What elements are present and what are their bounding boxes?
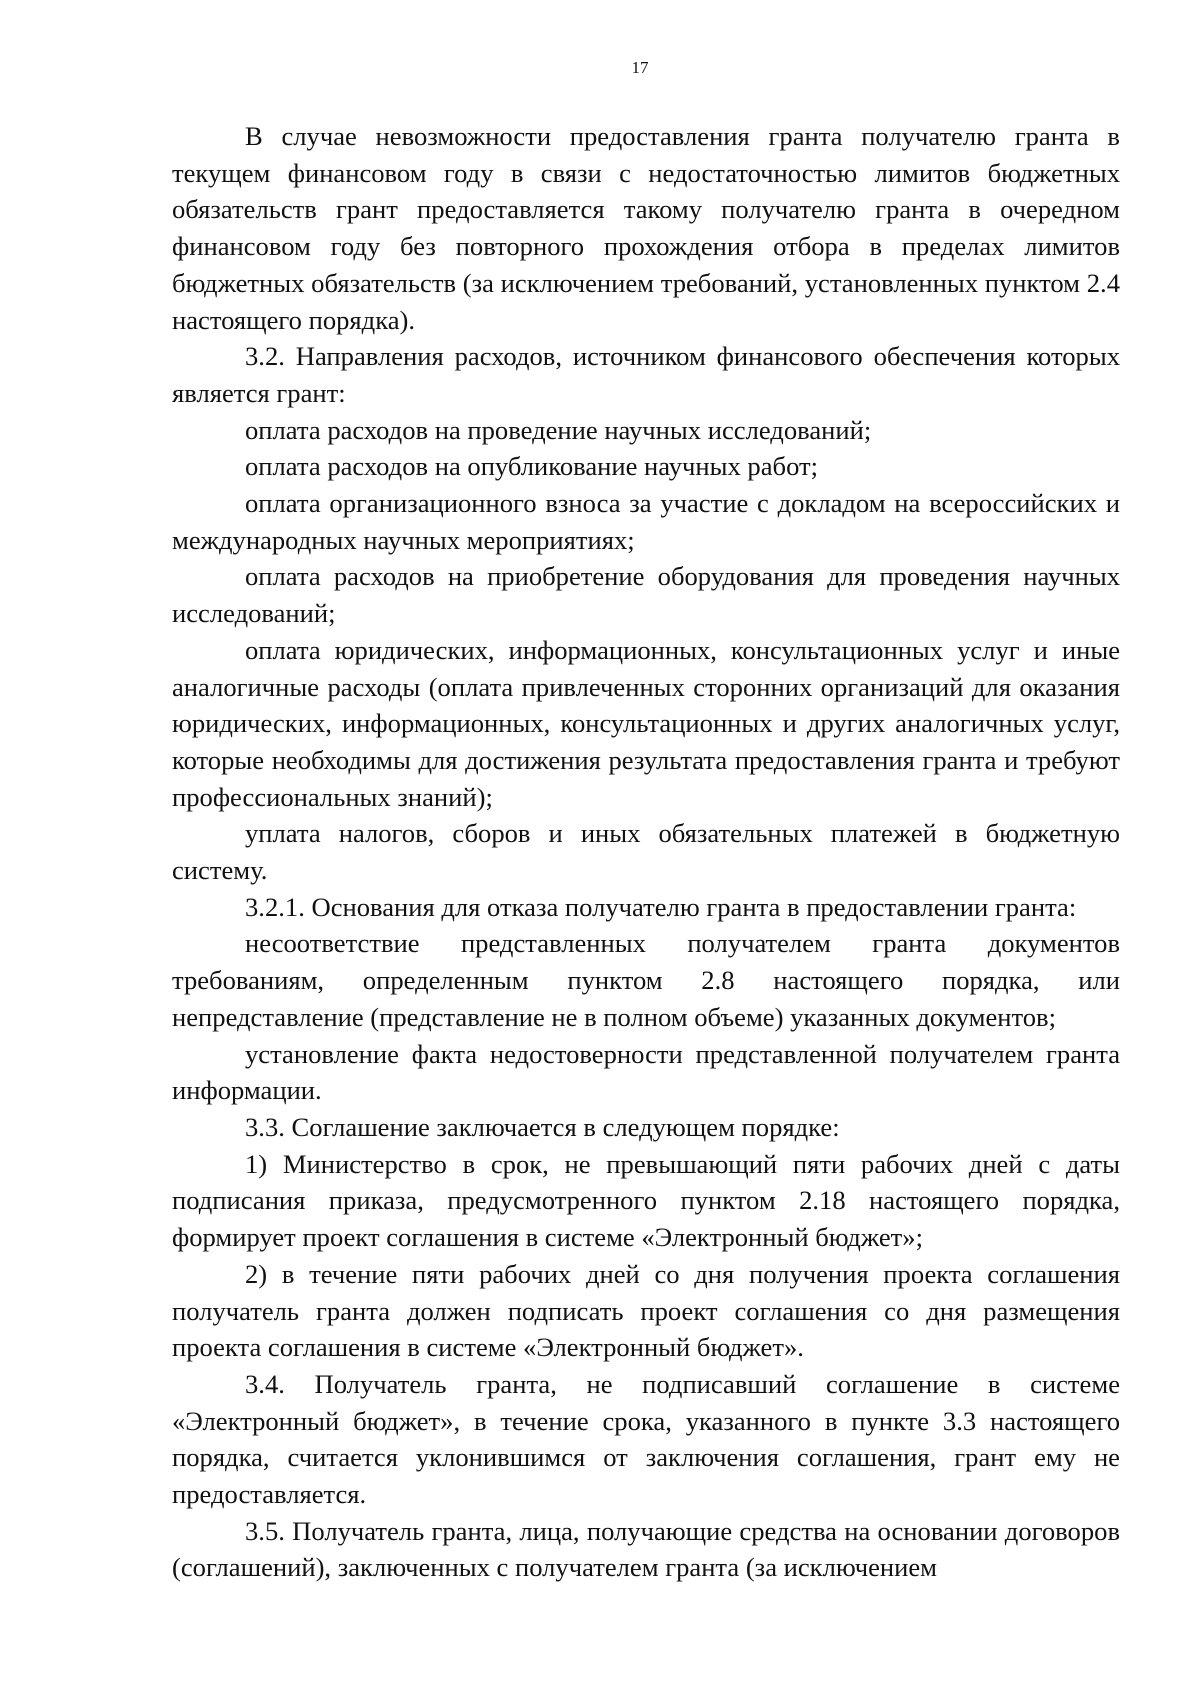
- list-item: оплата расходов на проведение научных исследований;: [245, 414, 872, 445]
- list-item: оплата расходов на опубликование научных работ;: [245, 451, 819, 482]
- document-body: [172, 118, 1120, 1586]
- list-item: 2) в течение пяти рабочих дней со дня получения проекта соглашения получатель гранта должен подписать проект соглашения со дня размещения проекта соглашения в системе «Электронный бюджет».: [172, 1258, 1120, 1363]
- list-item: оплата организационного взноса за участие с докладом на всероссийских и международных научных мероприятиях;: [172, 488, 1120, 555]
- paragraph-grant-next-year: В случае невозможности предоставления гранта получателю гранта в текущем финансовом году в связи с недостаточностью лимитов бюджетных обязательств грант предоставляется такому получателю гранта в очередном финансовом году без повторного прохождения отбора в пределах лимитов бюджетных обязательств (за исключением требований, установленных пунктом 2.4 настоящего порядка).: [172, 121, 1120, 335]
- paragraph-3-2-1: 3.2.1. Основания для отказа получателю гранта в предоставлении гранта:: [245, 891, 1077, 922]
- list-item: уплата налогов, сборов и иных обязательных платежей в бюджетную систему.: [172, 818, 1120, 886]
- page-number: 17: [631, 58, 649, 77]
- paragraph-3-4: 3.4. Получатель гранта, не подписавший соглашение в системе «Электронный бюджет», в течение срока, указанного в пункте 3.3 настоящего порядка, считается уклонившимся от заключения соглашения, грант ему не предоставляется.: [172, 1368, 1120, 1510]
- paragraph-3-5: 3.5. Получатель гранта, лица, получающие средства на основании договоров (соглашений), заключенных с получателем гранта (за исключением: [172, 1515, 1120, 1583]
- list-item: 1) Министерство в срок, не превышающий пяти рабочих дней с даты подписания приказа, предусмотренного пунктом 2.18 настоящего порядка, формирует проект соглашения в системе «Электронный бюджет»;: [172, 1148, 1120, 1253]
- list-item: оплата расходов на приобретение оборудования для проведения научных исследований;: [172, 561, 1120, 629]
- list-item: установление факта недостоверности представленной получателем гранта информации.: [172, 1038, 1120, 1106]
- list-item: несоответствие представленных получателем гранта документов требованиям, определенным пунктом 2.8 настоящего порядка, или непредставление (представление не в полном объеме) указанных документов;: [172, 928, 1120, 1032]
- list-item: оплата юридических, информационных, консультационных услуг и иные аналогичные расходы (оплата привлеченных сторонних организаций для оказания юридических, информационных, консультационных и других аналогичных услуг, которые необходимы для достижения результата предоставления гранта и требуют профессиональных знаний);: [172, 634, 1120, 812]
- paragraph-3-2: 3.2. Направления расходов, источником финансового обеспечения которых является грант:: [172, 341, 1120, 408]
- paragraph-3-3: 3.3. Соглашение заключается в следующем порядке:: [245, 1111, 840, 1142]
